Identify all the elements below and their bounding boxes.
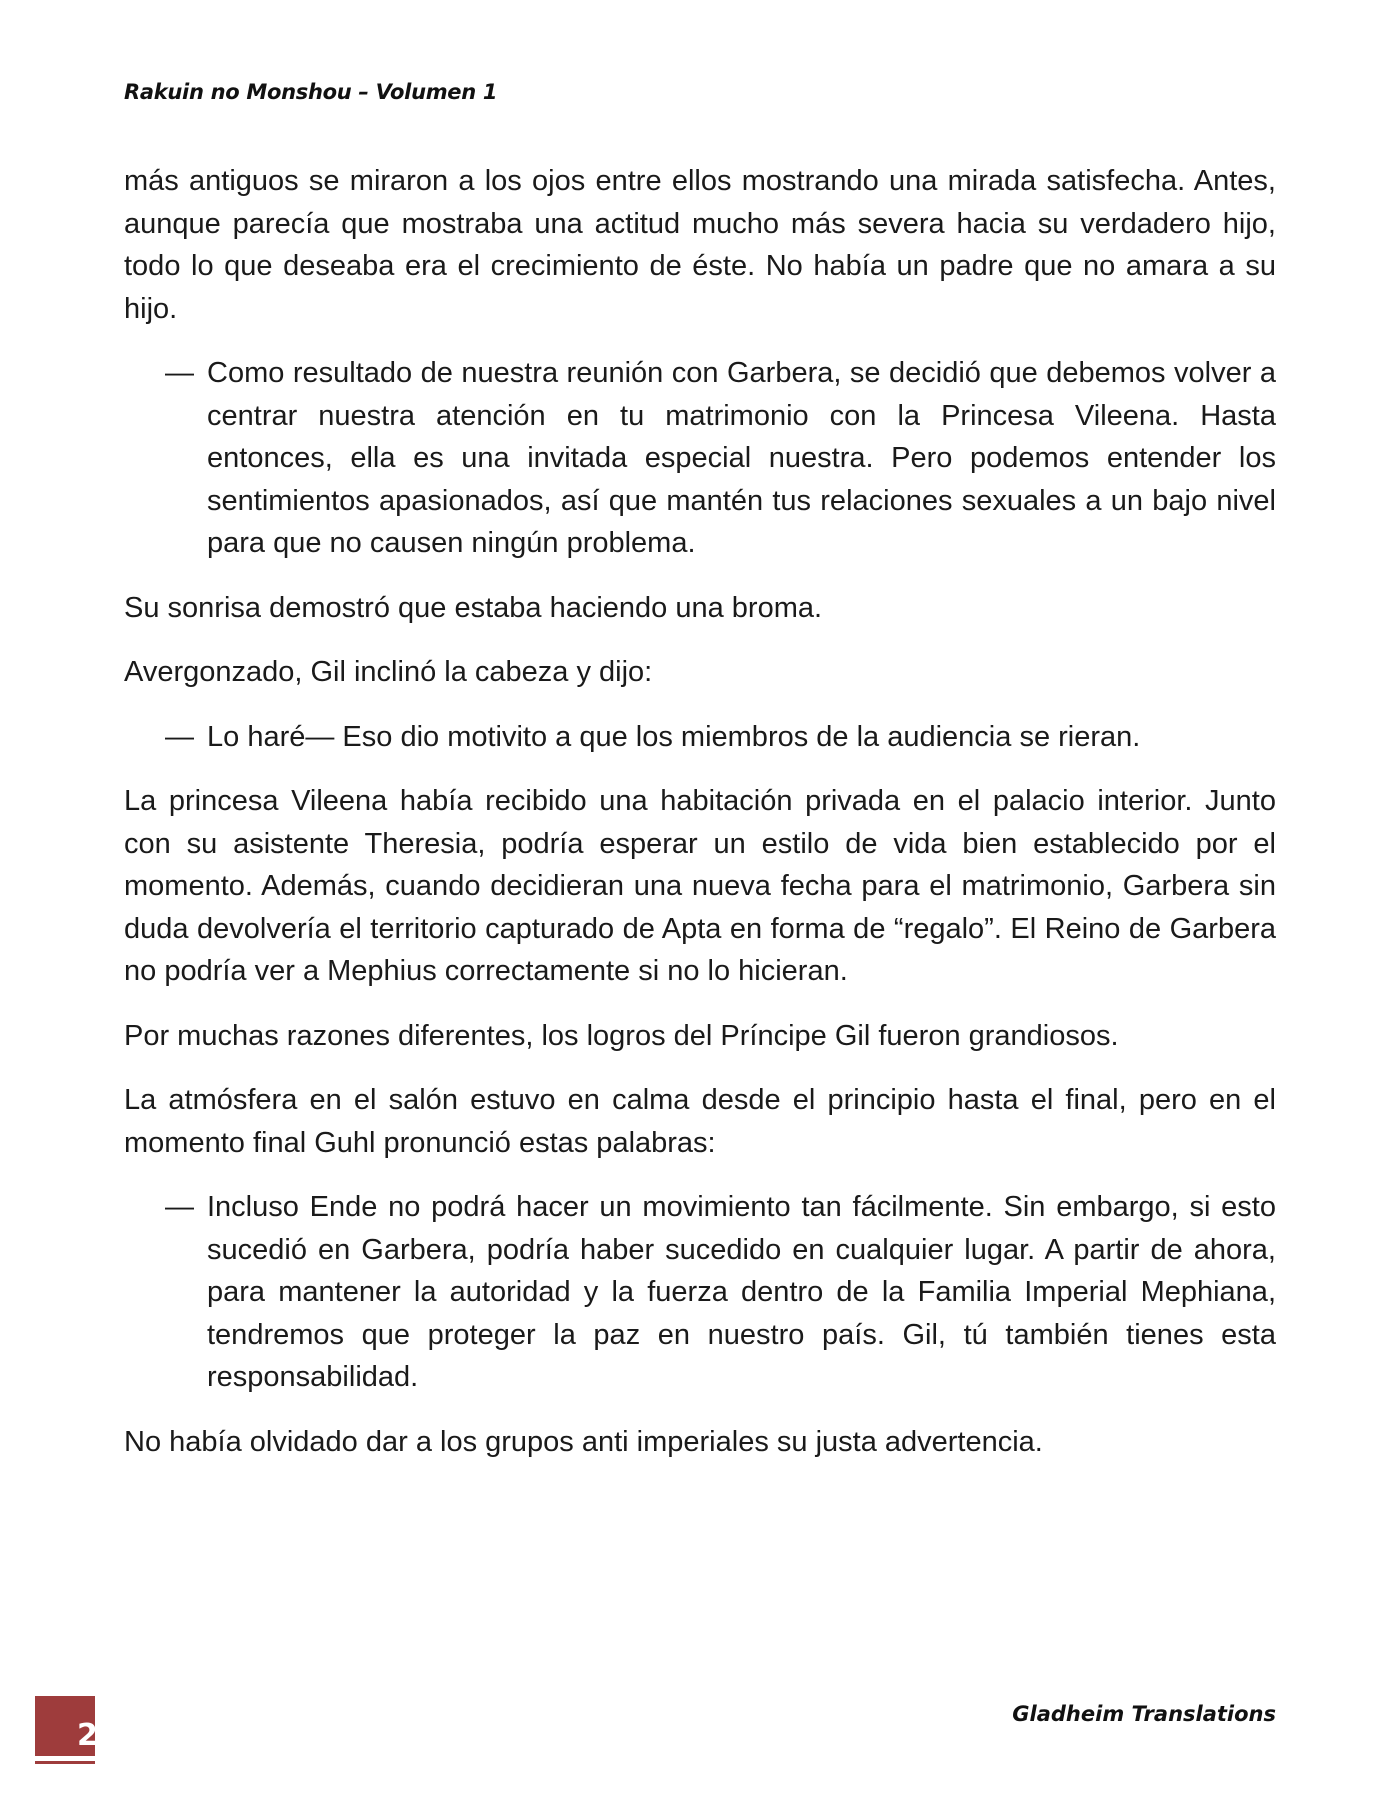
dialogue-line <box>124 716 1276 759</box>
paragraph: No había olvidado dar a los grupos anti imperiales su justa advertencia. <box>124 1425 1043 1458</box>
paragraph: La atmósfera en el salón estuvo en calma desde el principio hasta el final, pero en el momento final Guhl pronunció estas palabras: <box>124 1084 1276 1159</box>
paragraph: Por muchas razones diferentes, los logros del Príncipe Gil fueron grandiosos. <box>124 1019 1119 1052</box>
paragraph: Su sonrisa demostró que estaba haciendo una broma. <box>124 591 823 624</box>
dialogue-text: Como resultado de nuestra reunión con Garbera, se decidió que debemos volver a centrar nuestra atención en tu matrimonio con la Princesa Vileena. Hasta entonces, ella es una invitada especial nuestra. Pero podemos entender los sentimientos apasionados, así que mantén tus relaciones sexuales a un bajo nivel para que no causen ningún problema. <box>207 357 1276 559</box>
dialogue-dash: — <box>165 357 194 389</box>
dialogue-line <box>124 1186 1276 1399</box>
footer-brand: Gladheim Translations <box>1012 1702 1276 1726</box>
dialogue-text: Incluso Ende no podrá hacer un movimiento tan fácilmente. Sin embargo, si esto sucedió en Garbera, podría haber sucedido en cualquier lugar. A partir de ahora, para mantener la autoridad y la fuerza dentro de la Familia Imperial Mephiana, tendremos que proteger la paz en nuestro país. Gil, tú también tienes esta responsabilidad. <box>207 1191 1276 1393</box>
page-number-underline <box>35 1761 95 1764</box>
document-body <box>124 160 1276 1485</box>
page-number: 2 <box>77 1718 98 1753</box>
dialogue-dash: — <box>165 720 194 753</box>
running-header-title: Rakuin no Monshou – Volumen 1 <box>124 80 498 104</box>
dialogue-text: Lo haré— Eso dio motivito a que los miembros de la audiencia se rieran. <box>207 720 1141 753</box>
dialogue-line <box>124 352 1276 565</box>
dialogue-dash: — <box>165 1191 194 1223</box>
paragraph: Avergonzado, Gil inclinó la cabeza y dijo: <box>124 656 653 688</box>
paragraph: más antiguos se miraron a los ojos entre ellos mostrando una mirada satisfecha. Antes, aunque parecía que mostraba una actitud mucho más severa hacia su verdadero hijo, todo lo que deseaba era el crecimiento de éste. No había un padre que no amara a su hijo. <box>124 165 1276 325</box>
paragraph: La princesa Vileena había recibido una habitación privada en el palacio interior. Junto con su asistente Theresia, podría esperar un estilo de vida bien establecido por el momento. Además, cuando decidieran una nueva fecha para el matrimonio, Garbera sin duda devolvería el territorio capturado de Apta en forma de “regalo”. El Reino de Garbera no podría ver a Mephius correctamente si no lo hicieran. <box>124 785 1276 987</box>
